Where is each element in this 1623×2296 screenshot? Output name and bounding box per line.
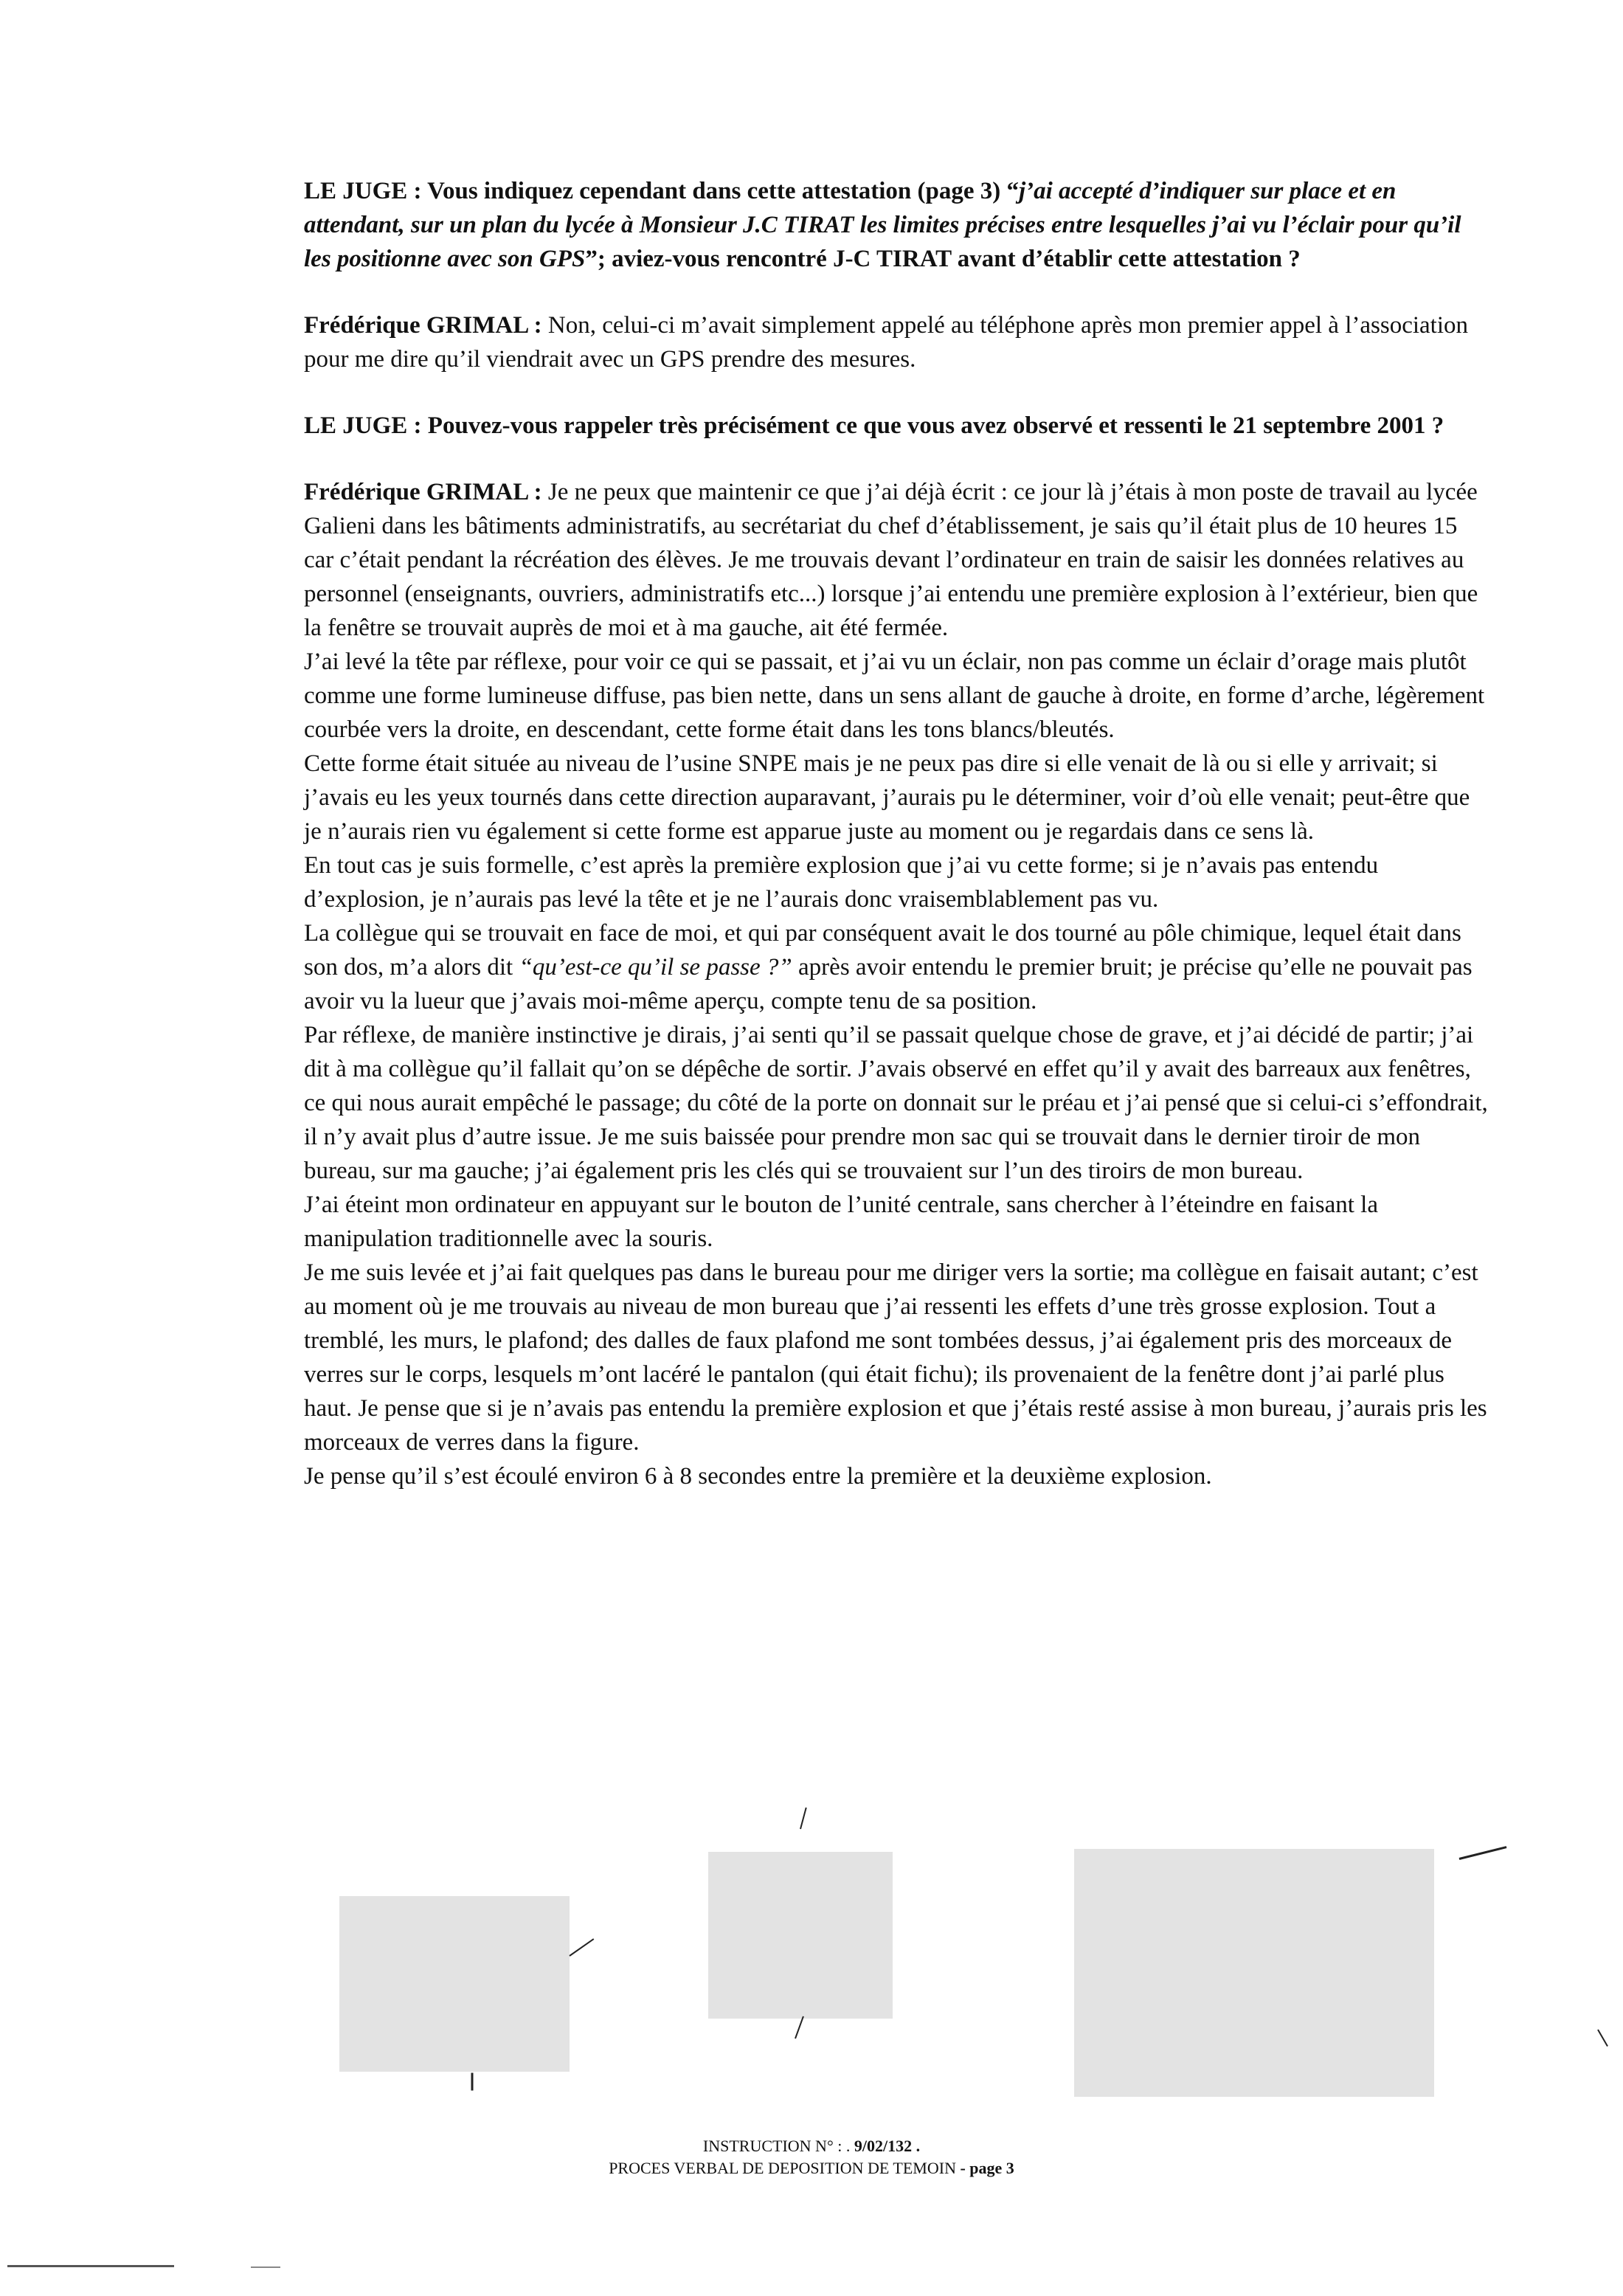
question-text: Pouvez-vous rappeler très précisément ce que vous avez observé et ressenti le 21 septembre 2001 ? xyxy=(421,412,1444,439)
signature-stroke xyxy=(1597,2030,1608,2047)
redacted-signature-center xyxy=(708,1852,893,2019)
page-footer xyxy=(0,2135,1623,2179)
quoted-colleague: “qu’est-ce qu’il se passe ?” xyxy=(519,954,792,981)
signature-stroke xyxy=(569,1938,594,1957)
instruction-number: 9/02/132 . xyxy=(854,2137,921,2155)
witness-answer-2 xyxy=(304,475,1490,1493)
witness-answer-1 xyxy=(304,308,1490,376)
signature-stroke xyxy=(795,2016,804,2039)
open-quote: “ xyxy=(1006,178,1019,204)
redacted-signature-left xyxy=(339,1896,570,2072)
judge-question-2 xyxy=(304,409,1490,443)
redacted-signature-right xyxy=(1074,1849,1434,2097)
answer-paragraph xyxy=(304,916,1490,1018)
answer-paragraph: Cette forme était située au niveau de l’usine SNPE mais je ne peux pas dire si elle venait de là ou si elle y arrivait; si j’avais eu les yeux tournés dans cette direction auparavant, j’aurais pu le déterminer, voir d’où elle venait; peut-être que je n’aurais rien vu également si cette forme est apparue juste au moment ou je regardais dans ce sens là. xyxy=(304,750,1470,845)
witness-speaker-label: Frédérique GRIMAL : xyxy=(304,479,542,505)
judge-speaker-label: LE JUGE : xyxy=(304,178,422,204)
scan-artifact xyxy=(7,2265,174,2267)
answer-paragraph: En tout cas je suis formelle, c’est après la première explosion que j’ai vu cette forme; si je n’avais pas entendu d’explosion, je n’aurais pas levé la tête et je ne l’aurais donc vraisemblablement pas vu. xyxy=(304,852,1379,913)
judge-speaker-label: LE JUGE : xyxy=(304,412,422,439)
instruction-line xyxy=(0,2135,1623,2157)
answer-text: après avoir entendu le premier bruit; je précise qu’elle ne pouvait pas avoir vu la lueur que j’avais moi-même aperçu, compte tenu de sa position. xyxy=(304,954,1473,1014)
answer-paragraph: J’ai levé la tête par réflexe, pour voir ce qui se passait, et j’ai vu un éclair, non pas comme un éclair d’orage mais plutôt comme une forme lumineuse diffuse, pas bien nette, dans un sens allant de gauche à droite, en forme d’arche, légèrement courbée vers la droite, en descendant, cette forme était dans les tons blancs/bleutés. xyxy=(304,649,1485,743)
answer-text: Non, celui-ci m’avait simplement appelé au téléphone après mon premier appel à l’association pour me dire qu’il viendrait avec un GPS prendre des mesures. xyxy=(304,312,1468,373)
answer-paragraph xyxy=(304,475,1490,645)
signature-stroke xyxy=(471,2073,474,2091)
instruction-label: INSTRUCTION N° : . xyxy=(702,2137,851,2155)
answer-paragraph: J’ai éteint mon ordinateur en appuyant sur le bouton de l’unité centrale, sans chercher à l’éteindre en faisant la manipulation traditionnelle avec la souris. xyxy=(304,1192,1378,1252)
signature-stroke xyxy=(1459,1846,1507,1860)
footer-title: PROCES VERBAL DE DEPOSITION DE TEMOIN xyxy=(609,2159,956,2177)
footer-title-line xyxy=(0,2157,1623,2179)
quoted-attestation: j’ai accepté d’indiquer sur place et en attendant, sur un plan du lycée à Monsieur J.C TIRAT les limites précises entre lesquelles j’ai vu l’éclair pour qu’il les positionne avec son GPS xyxy=(304,178,1461,272)
answer-text: Je ne peux que maintenir ce que j’ai déjà écrit : ce jour là j’étais à mon poste de travail au lycée Galieni dans les bâtiments administratifs, au secrétariat du chef d’établissement, je sais qu’il était plus de 10 heures 15 car c’était pendant la récréation des élèves. Je me trouvais devant l’ordinateur en train de saisir les données relatives au personnel (enseignants, ouvriers, administratifs etc...) lorsque j’ai entendu une première explosion à l’extérieur, bien que la fenêtre se trouvait auprès de moi et à ma gauche, ait été fermée. xyxy=(304,479,1478,641)
witness-speaker-label: Frédérique GRIMAL : xyxy=(304,312,542,339)
scan-artifact xyxy=(251,2266,280,2268)
close-quote: ” xyxy=(585,246,598,272)
answer-paragraph: Par réflexe, de manière instinctive je dirais, j’ai senti qu’il se passait quelque chose de grave, et j’ai décidé de partir; j’ai dit à ma collègue qu’il fallait qu’on se dépêche de sortir. J’avais observé en effet qu’il y avait des barreaux aux fenêtres, ce qui nous aurait empêché le passage; du côté de la porte on donnait sur le préau et j’ai pensé que si celui-ci s’effondrait, il n’y avait plus d’autre issue. Je me suis baissée pour prendre mon sac qui se trouvait dans le dernier tiroir de mon bureau, sur ma gauche; j’ai également pris les clés qui se trouvaient sur l’un des tiroirs de mon bureau. xyxy=(304,1022,1488,1184)
answer-paragraph: Je pense qu’il s’est écoulé environ 6 à 8 secondes entre la première et la deuxième explosion. xyxy=(304,1463,1212,1490)
page-number: - page 3 xyxy=(960,2159,1014,2177)
question-text: Vous indiquez cependant dans cette attestation (page 3) xyxy=(421,178,1007,204)
answer-text: La collègue qui se trouvait en face de moi, et qui par conséquent avait le dos tourné au pôle chimique, lequel était dans son dos, m’a alors dit xyxy=(304,920,1461,981)
question-text-end: ; aviez-vous rencontré J-C TIRAT avant d’établir cette attestation ? xyxy=(597,246,1301,272)
answer-paragraph: Je me suis levée et j’ai fait quelques pas dans le bureau pour me diriger vers la sortie; ma collègue en faisait autant; c’est au moment où je me trouvais au niveau de mon bureau que j’ai ressenti les effets d’une très grosse explosion. Tout a tremblé, les murs, le plafond; des dalles de faux plafond me sont tombées dessus, j’ai également pris des morceaux de verres sur le corps, lesquels m’ont lacéré le pantalon (qui était fichu); ils provenaient de la fenêtre dont j’ai parlé plus haut. Je pense que si je n’avais pas entendu la première explosion et que j’étais resté assise à mon bureau, j’aurais pris les morceaux de verres dans la figure. xyxy=(304,1259,1487,1456)
signature-stroke xyxy=(800,1808,807,1829)
judge-question-1 xyxy=(304,174,1490,276)
deposition-body xyxy=(304,174,1490,1493)
